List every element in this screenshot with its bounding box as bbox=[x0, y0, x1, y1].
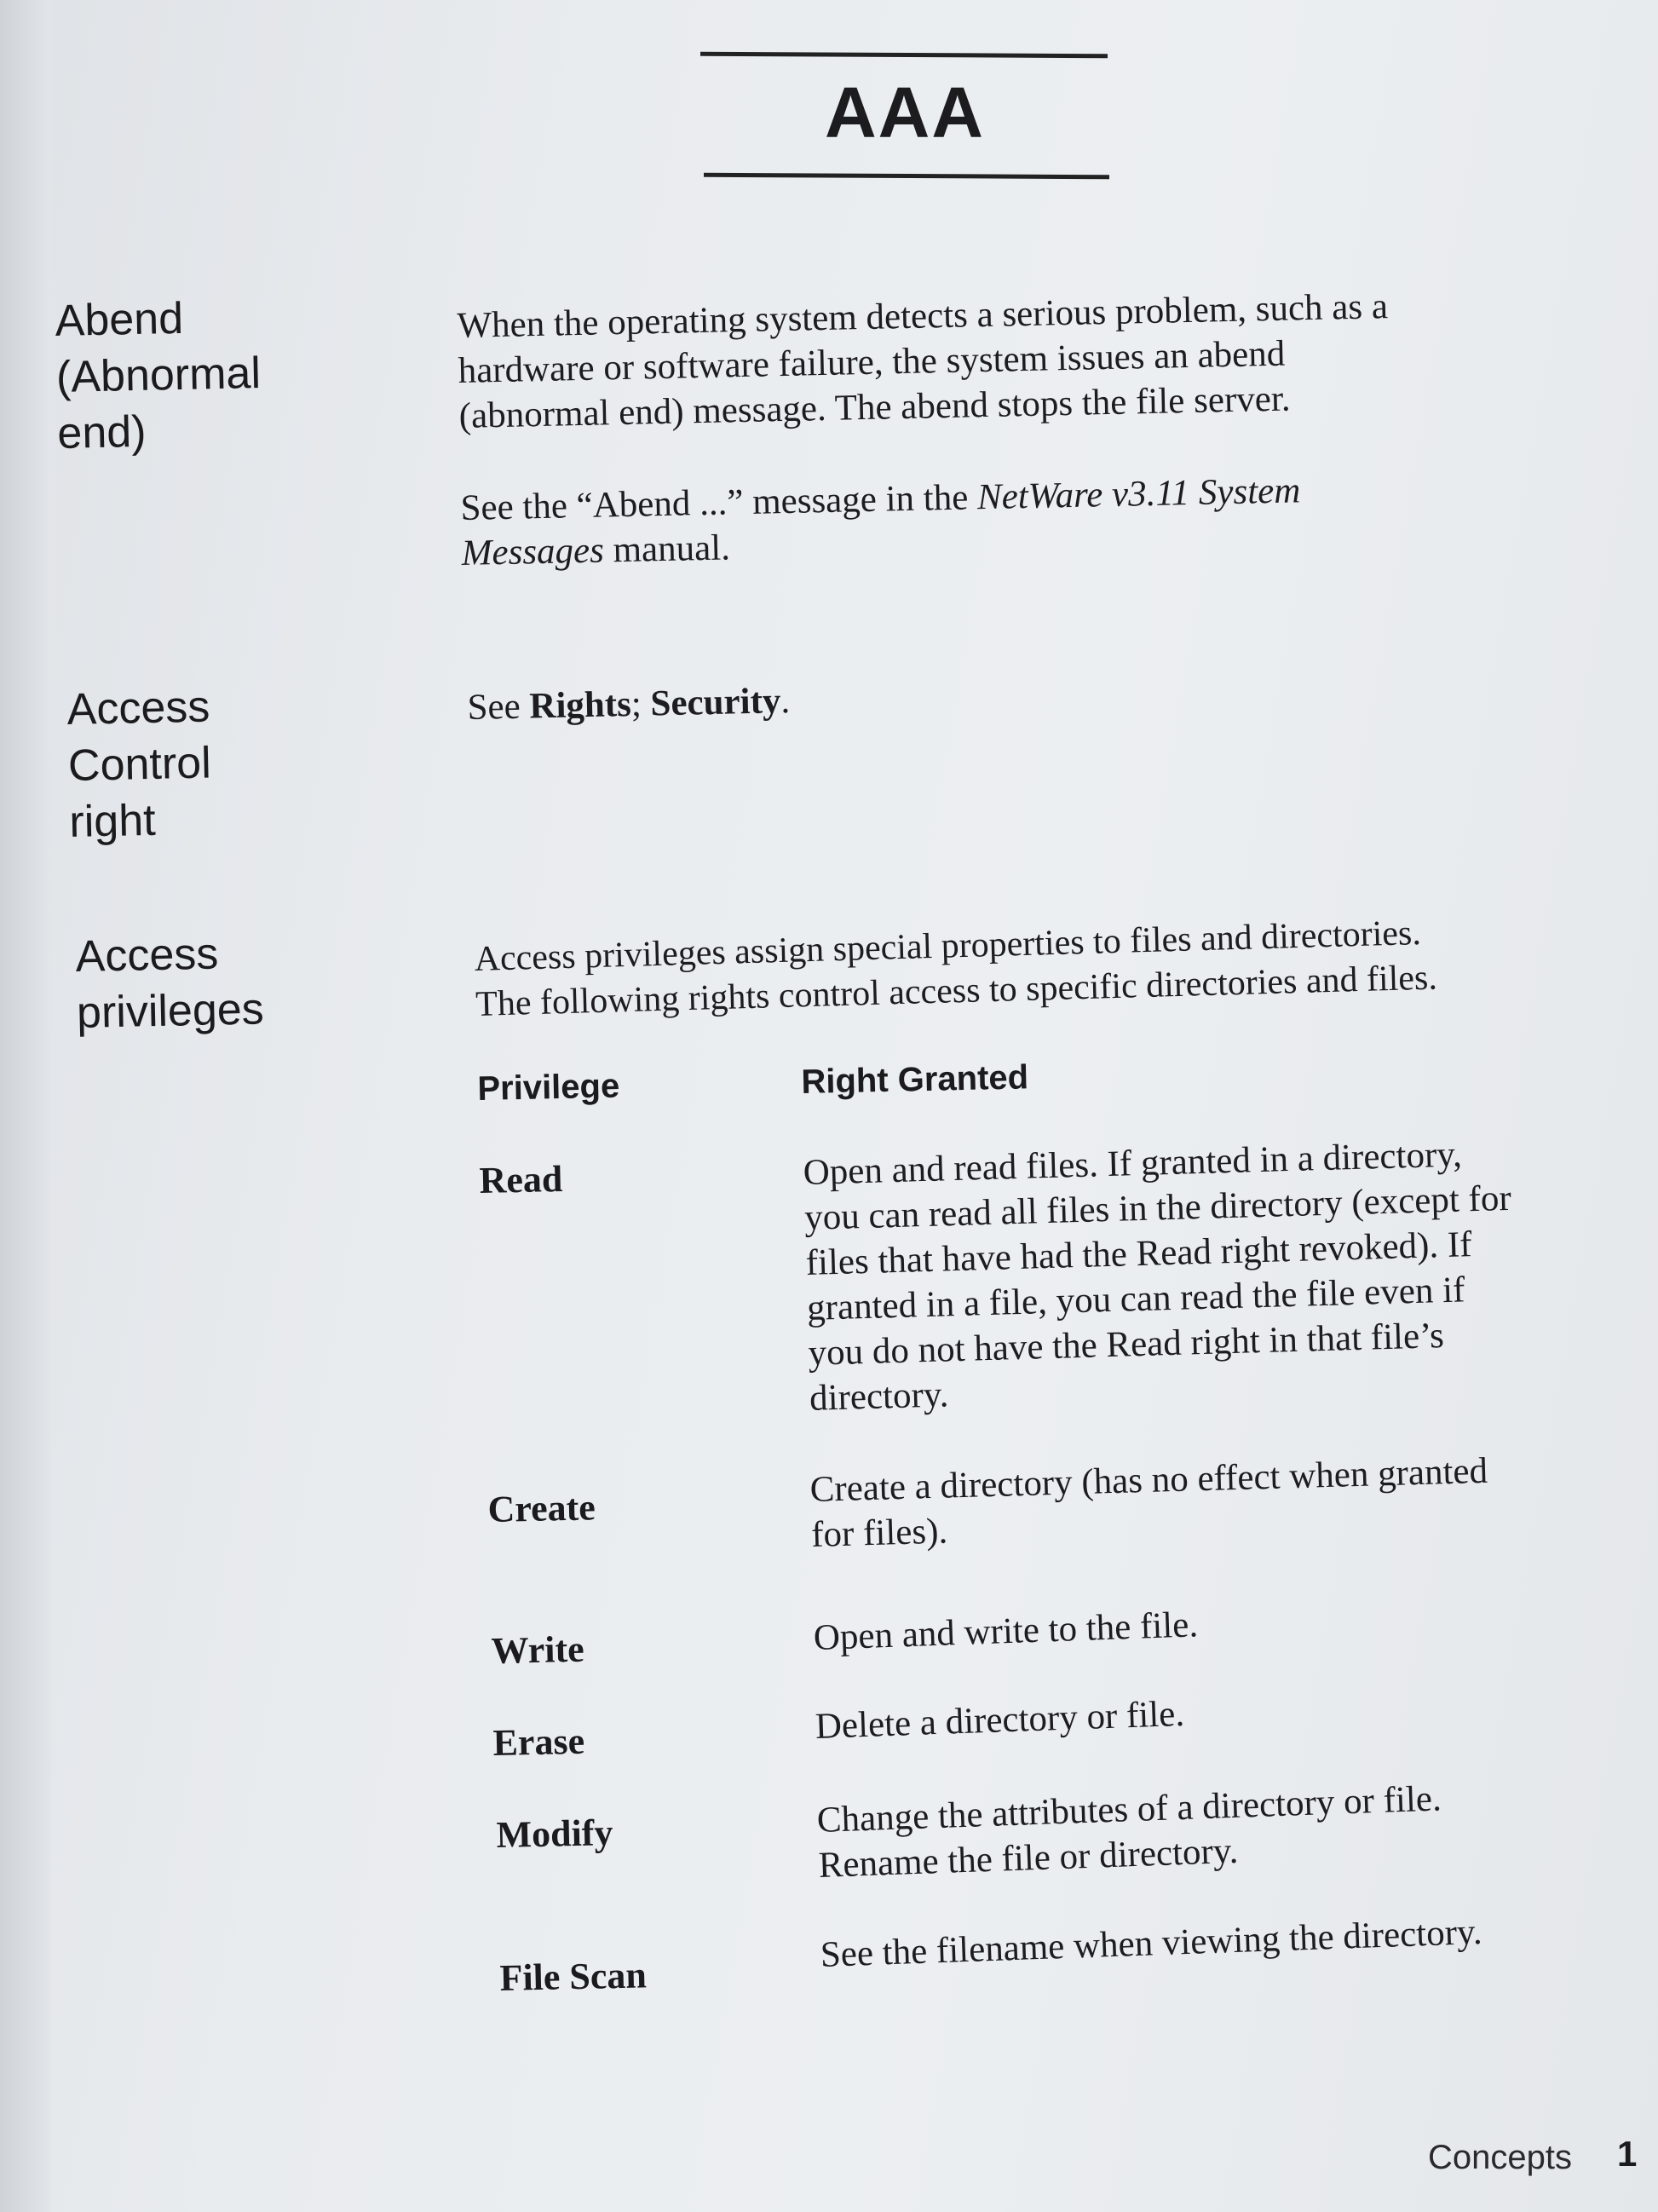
privilege-create: Create bbox=[487, 1486, 596, 1530]
privilege-read: Read bbox=[479, 1157, 563, 1201]
privilege-write: Write bbox=[491, 1627, 585, 1672]
column-header-privilege: Privilege bbox=[477, 1067, 620, 1108]
chapter-title: AAA bbox=[825, 72, 985, 153]
right-write: Open and write to the file. bbox=[813, 1604, 1199, 1658]
abend-reference-text: See the “Abend ...” message in the bbox=[460, 477, 978, 528]
term-access-control-right: Access Control right bbox=[66, 682, 212, 847]
manual-title: NetWare v3.11 System Messages bbox=[461, 470, 1301, 573]
access-privileges-intro: Access privileges assign special properties to files and directories. The following rights control access to specific directories and files. bbox=[474, 913, 1438, 1024]
term-abend: Abend (Abnormal end) bbox=[55, 293, 262, 458]
page-number: 1 bbox=[1617, 2134, 1638, 2174]
right-read: Open and read files. If granted in a directory, you can read all files in the directory (except for files that have had the Read right revoked). If granted in a file, you can read the file even if you do not have the Read right in that file’s directory. bbox=[803, 1134, 1512, 1419]
see-separator: ; bbox=[630, 683, 652, 724]
privilege-erase: Erase bbox=[492, 1719, 585, 1764]
see-security: Security bbox=[650, 681, 781, 724]
abend-definition: When the operating system detects a serious problem, such as a hardware or software failure, the system issues an abend (abnormal end) message. The abend stops the file server. bbox=[457, 286, 1389, 436]
right-file-scan: See the filename when viewing the directory. bbox=[820, 1911, 1483, 1975]
right-erase: Delete a directory or file. bbox=[815, 1693, 1185, 1747]
term-access-privileges: Access privileges bbox=[75, 929, 265, 1038]
abend-reference bbox=[460, 461, 1655, 576]
privilege-file-scan: File Scan bbox=[499, 1954, 648, 1999]
see-rights: Rights bbox=[528, 683, 632, 727]
column-header-right-granted: Right Granted bbox=[801, 1058, 1029, 1101]
privilege-modify: Modify bbox=[496, 1812, 613, 1856]
footer-section-name: Concepts bbox=[1428, 2139, 1572, 2176]
right-modify: Change the attributes of a directory or file. Rename the file or directory. bbox=[816, 1778, 1442, 1886]
page-gutter bbox=[0, 0, 51, 2212]
right-create: Create a directory (has no effect when granted for files). bbox=[809, 1450, 1488, 1555]
see-prefix: See bbox=[467, 686, 530, 728]
abend-reference-suffix: manual. bbox=[603, 527, 731, 571]
title-rule-bottom bbox=[704, 173, 1109, 179]
access-control-see-also bbox=[467, 664, 1490, 730]
see-suffix: . bbox=[780, 681, 791, 722]
title-rule-top bbox=[700, 52, 1108, 59]
